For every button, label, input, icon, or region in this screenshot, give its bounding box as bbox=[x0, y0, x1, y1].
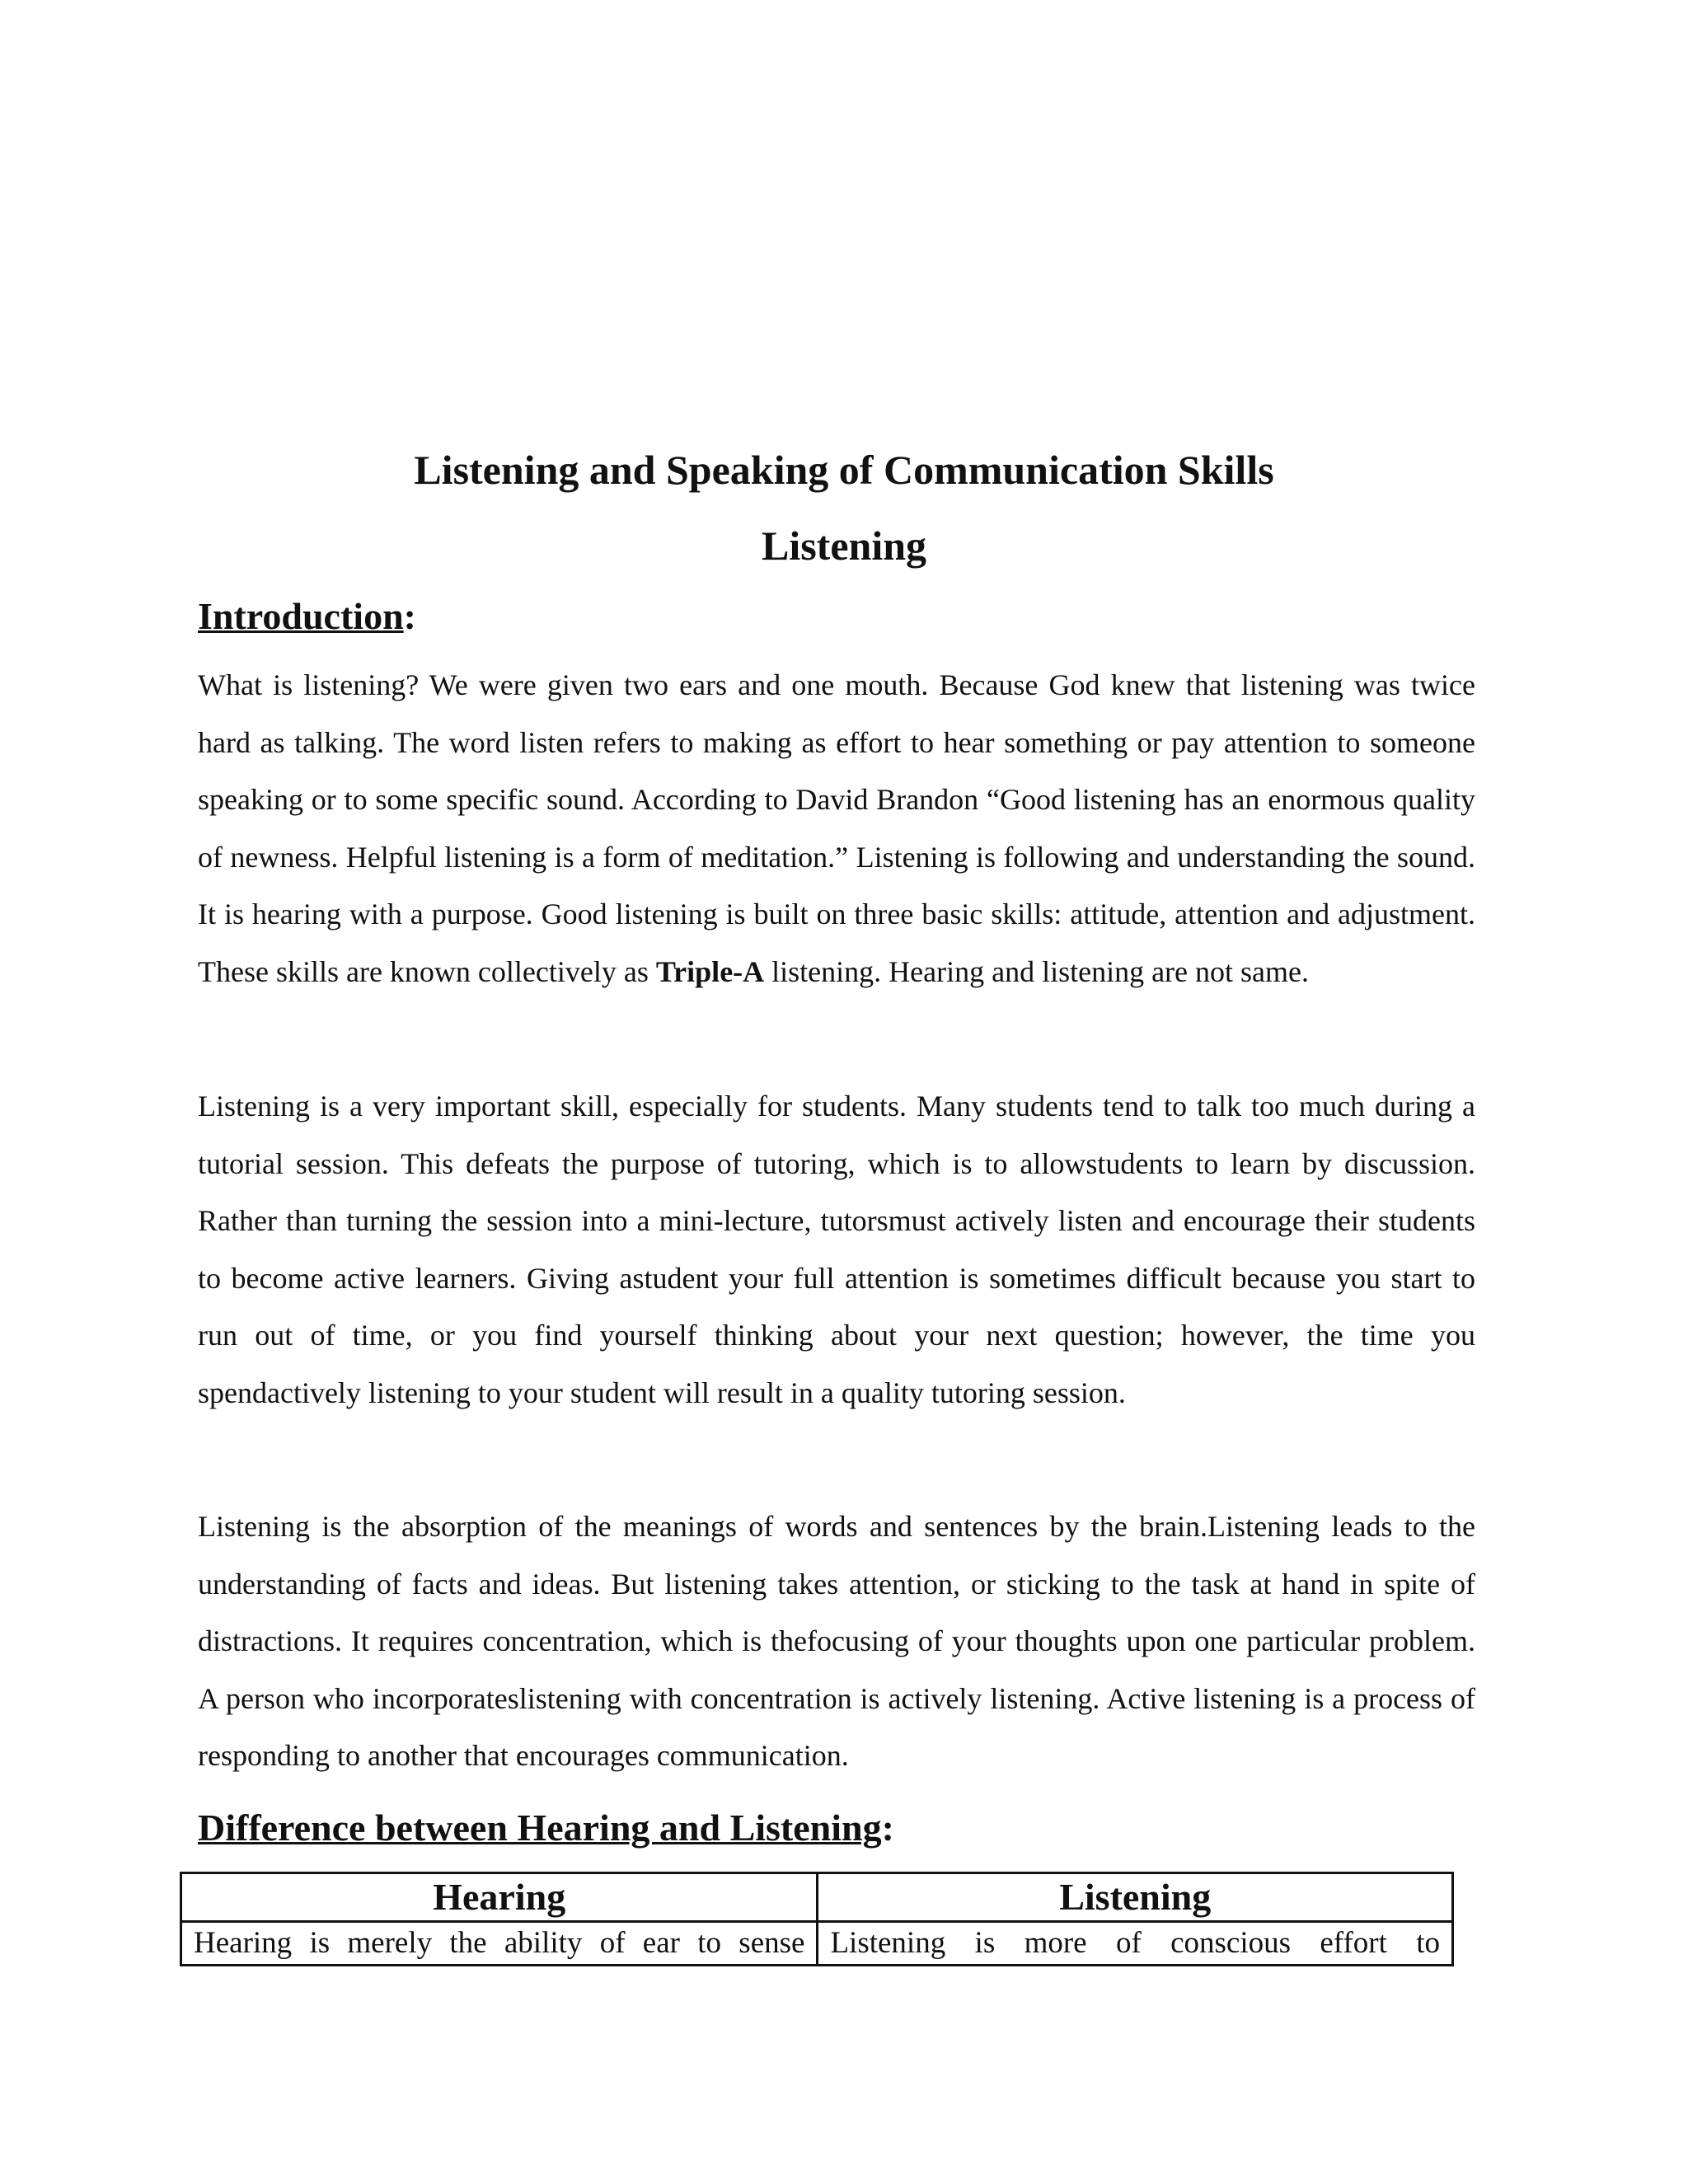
table-cell-listening: Listening is more of conscious effort to bbox=[818, 1922, 1453, 1966]
difference-heading bbox=[198, 1805, 894, 1851]
triple-a-term: Triple-A bbox=[655, 954, 765, 988]
introduction-paragraph-2: Listening is a very important skill, especially for students. Many students tend to talk too much during a tutorial session. This defeats the purpose of tutoring, which is to allowstudents to learn by discussion. Rather than turning the session into a mini-lecture, tutorsmust actively listen and encourage their students to become active learners. Giving astudent your full attention is sometimes difficult because you start to run out of time, or you find yourself thinking about your next question; however, the time you spendactively listening to your student will result in a quality tutoring session. bbox=[198, 1090, 1475, 1409]
introduction-heading bbox=[198, 593, 416, 640]
paragraph-1-text-a: What is listening? We were given two ears and one mouth. Because God knew that listening was twice hard as talking. The word listen refers to making as effort to hear something or pay attention to someone speaking or to some specific sound. According to David Brandon “Good listening has an enormous quality of newness. Helpful listening is a form of meditation.” Listening is following and understanding the sound. It is hearing with a purpose. Good listening is built on three basic skills: attitude, attention and adjustment. These skills are known collectively as bbox=[198, 668, 1475, 988]
introduction-paragraph-3: Listening is the absorption of the meanings of words and sentences by the brain.Listening leads to the understanding of facts and ideas. But listening takes attention, or sticking to the task at hand in spite of distractions. It requires concentration, which is thefocusing of your thoughts upon one particular problem. A person who incorporateslistening with concentration is actively listening. Active listening is a process of responding to another that encourages communication. bbox=[198, 1510, 1475, 1772]
hearing-listening-table bbox=[180, 1872, 1454, 1966]
introduction-paragraph-1 bbox=[198, 657, 1475, 1001]
difference-heading-text: Difference between Hearing and Listening bbox=[198, 1807, 882, 1849]
introduction-heading-text: Introduction bbox=[198, 595, 404, 637]
table-row bbox=[181, 1922, 1453, 1966]
paragraph-1-text-b: listening. Hearing and listening are not same. bbox=[764, 954, 1309, 988]
table-header-listening: Listening bbox=[818, 1873, 1453, 1922]
introduction-heading-colon: : bbox=[403, 595, 416, 637]
document-title: Listening and Speaking of Communication Skills bbox=[414, 447, 1274, 493]
table-header-row bbox=[181, 1873, 1453, 1922]
table-cell-hearing: Hearing is merely the ability of ear to sense bbox=[181, 1922, 818, 1966]
table-header-hearing: Hearing bbox=[181, 1873, 818, 1922]
document-subtitle: Listening bbox=[761, 523, 927, 569]
difference-heading-colon: : bbox=[881, 1807, 894, 1849]
